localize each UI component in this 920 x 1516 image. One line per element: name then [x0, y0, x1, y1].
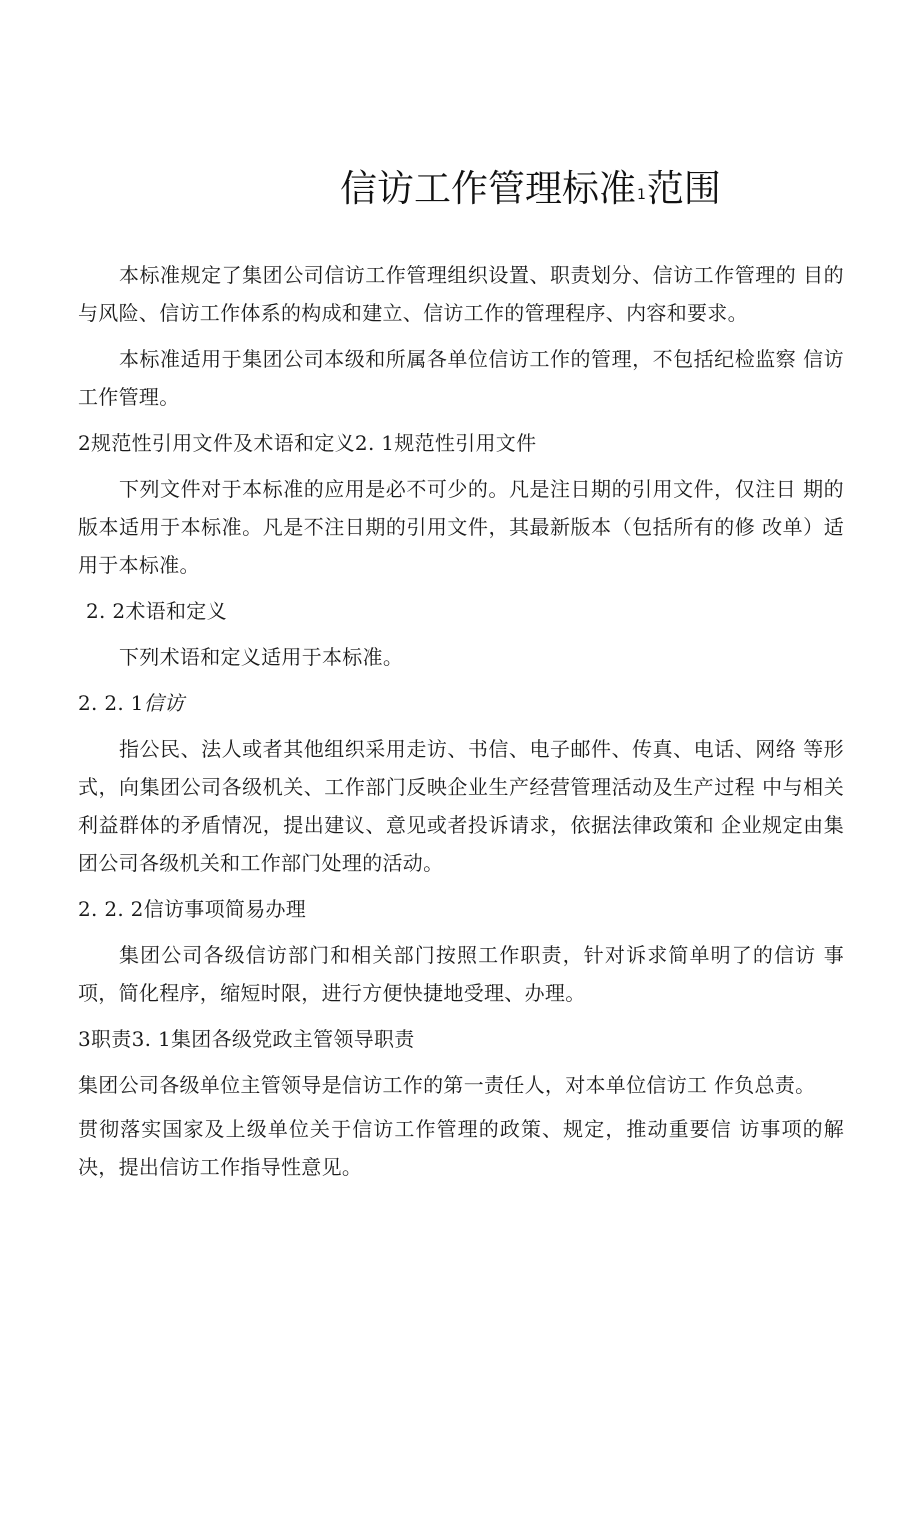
simple-handling-definition-paragraph: 集团公司各级信访部门和相关部门按照工作职责，针对诉求简单明了的信访 事项，简化程序，缩短时限，进行方便快捷地受理、办理。	[78, 943, 844, 1005]
section-2-heading: 2规范性引用文件及术语和定义2. 1规范性引用文件	[78, 431, 537, 455]
section-2-2-2-heading: 2. 2. 2信访事项简易办理	[78, 897, 307, 921]
section-3-heading: 3职责3. 1集团各级党政主管领导职责	[78, 1027, 415, 1051]
section-2-2-1-heading	[78, 684, 844, 722]
title-section: 范围	[646, 167, 721, 210]
duty-paragraph-1: 集团公司各级单位主管领导是信访工作的第一责任人，对本单位信访工 作负总责。	[78, 1073, 816, 1097]
duty-paragraph-2: 贯彻落实国家及上级单位关于信访工作管理的政策、规定，推动重要信 访事项的解决，提出信访工作指导性意见。	[78, 1117, 844, 1179]
section-2-2-heading: 2. 2术语和定义	[86, 599, 227, 623]
title-section-number: 1	[637, 187, 646, 203]
title-main: 信访工作管理标准	[340, 167, 636, 210]
section-2-2-1-number: 2. 2. 1	[78, 691, 144, 715]
document-body	[78, 256, 844, 1192]
terms-intro-paragraph: 下列术语和定义适用于本标准。	[119, 645, 404, 669]
scope-paragraph-1: 本标准规定了集团公司信访工作管理组织设置、职责划分、信访工作管理的 目的与风险、信访工作体系的构成和建立、信访工作的管理程序、内容和要求。	[78, 263, 844, 325]
xinfang-definition-paragraph: 指公民、法人或者其他组织采用走访、书信、电子邮件、传真、电话、网络 等形式，向集团公司各级机关、工作部门反映企业生产经营管理活动及生产过程 中与相关利益群体的矛盾情况，提出建议、意见或者投诉请求，依据法律政策和 企业规定由集团公司各级机关和工作部门处理的活动。	[78, 737, 844, 875]
scope-paragraph-2: 本标准适用于集团公司本级和所属各单位信访工作的管理，不包括纪检监察 信访工作管理。	[78, 347, 844, 409]
references-paragraph: 下列文件对于本标准的应用是必不可少的。凡是注日期的引用文件，仅注日 期的版本适用于本标准。凡是不注日期的引用文件，其最新版本（包括所有的修 改单）适用于本标准。	[78, 477, 844, 577]
section-2-2-1-term: 信访	[143, 691, 185, 715]
document-title	[340, 166, 721, 218]
